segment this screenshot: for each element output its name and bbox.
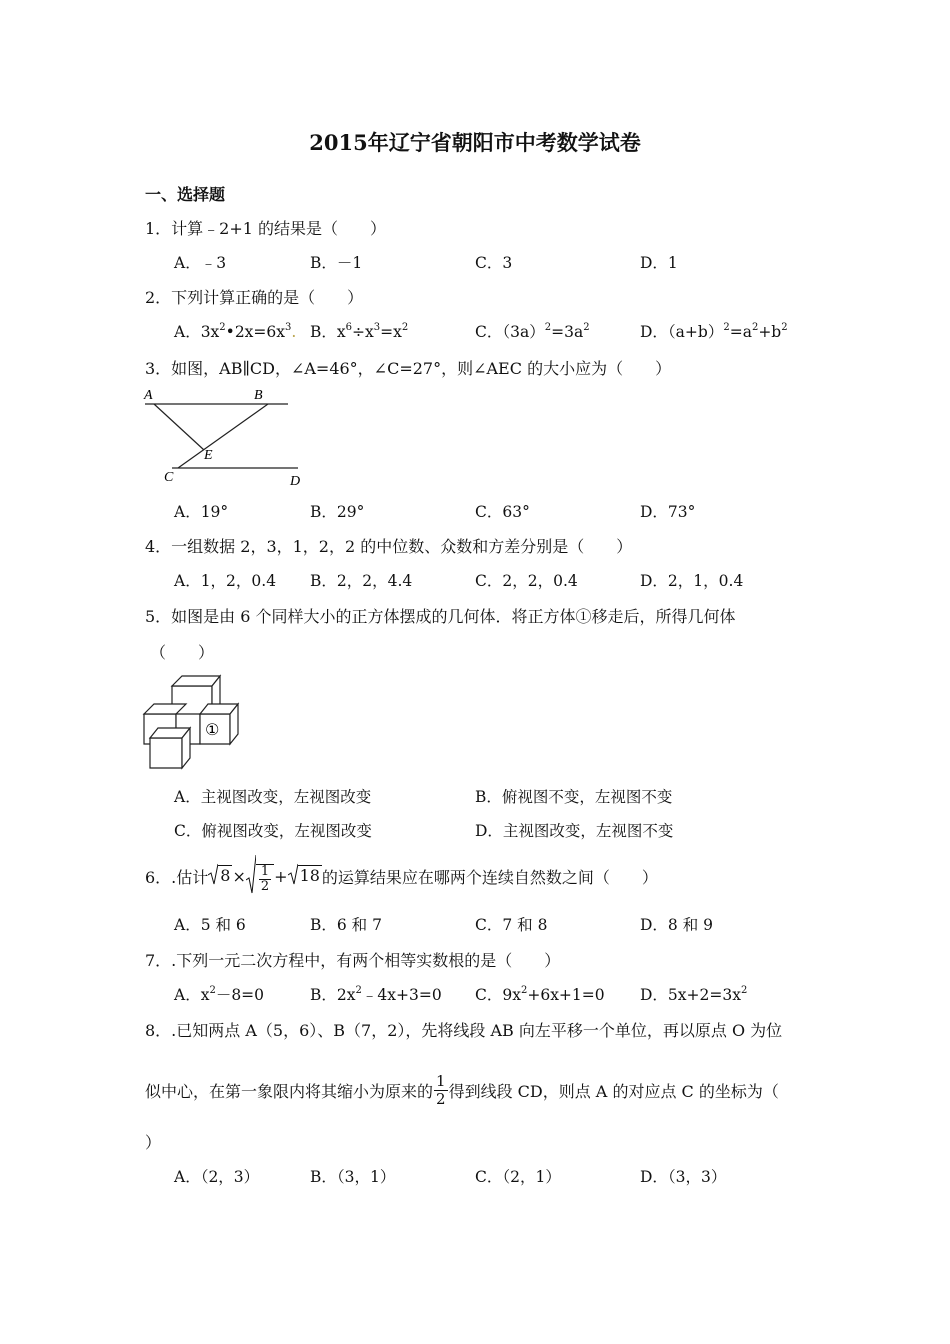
q4-option-b: B．2，2，4.4 [310, 572, 413, 590]
q8-option-b: B．（3，1） [310, 1168, 396, 1186]
question-8-line-3: ） [145, 1133, 162, 1152]
q2-option-d: D．$(a+b)^2=a^2+b^2$ [640, 322, 788, 341]
question-4-stem: 4．一组数据 2，3，1，2，2 的中位数、众数和方差分别是（ ） [145, 537, 633, 556]
q6-option-b: B．6 和 7 [310, 916, 382, 934]
label-b: B [254, 388, 263, 403]
question-3-stem: 3．如图，AB∥CD，∠A=46°，∠C=27°，则∠AEC 的大小应为（ ） [145, 359, 672, 378]
q7-option-d: D．$5x+2=3x^2$ [640, 985, 748, 1004]
q1-option-c: C．3 [475, 254, 513, 272]
label-d: D [290, 474, 301, 489]
question-2-stem: 2．下列计算正确的是（ ） [145, 288, 364, 307]
q6-option-c: C．7 和 8 [475, 916, 548, 934]
cube-marker: ① [205, 720, 220, 739]
q7-option-b: B．$2x^2﹣4x+3=0$ [310, 985, 442, 1004]
q3-option-d: D．73° [640, 503, 696, 521]
q5-option-c: C．俯视图改变，左视图改变 [174, 822, 372, 840]
q6-option-d: D．8 和 9 [640, 916, 714, 934]
q5-option-b: B．俯视图不变，左视图不变 [475, 788, 673, 806]
sqrt-half: $\frac{1}{2}$ [246, 854, 274, 898]
q5-option-d: D．主视图改变，左视图不变 [475, 822, 674, 840]
question-5-stem: 5．如图是由 6 个同样大小的正方体摆成的几何体．将正方体①移走后，所得几何体 [145, 607, 736, 626]
question-1-stem: 1．计算﹣2+1 的结果是（ ） [145, 219, 387, 238]
q1-option-d: D．1 [640, 254, 678, 272]
q8-option-d: D．（3，3） [640, 1168, 727, 1186]
question-8-line-2: 似中心，在第一象限内将其缩小为原来的 $\frac{1}{2}$ 得到线段 CD，则点 A 的对应点 C 的坐标为（ [145, 1071, 779, 1108]
q2-option-c: C．$(3a)^2=3a^2$ [475, 322, 590, 341]
q4-option-d: D．2，1，0.4 [640, 572, 744, 590]
q2-option-a: A．$3x^2•2x=6x^3$. [174, 322, 297, 341]
label-e: E [204, 448, 213, 463]
question-7-stem: 7．.下列一元二次方程中，有两个相等实数根的是（ ） [145, 951, 561, 970]
q2-option-b: B．$x^6\div x^3=x^2$ [310, 322, 409, 341]
fraction-half: $\frac{1}{2}$ [436, 1071, 446, 1108]
q7-option-a: A．$x^2-8=0$ [174, 985, 265, 1004]
question-6-stem: 6．.估计 8 × $\frac{1}{2}$ + 18 的运算结果应在哪两个连续自然数之间（ ） [145, 852, 658, 900]
q3-option-c: C．63° [475, 503, 530, 521]
q5-option-a: A．主视图改变，左视图改变 [174, 788, 372, 806]
q4-option-c: C．2，2，0.4 [475, 572, 578, 590]
page-title: 2015年辽宁省朝阳市中考数学试卷 [309, 130, 641, 155]
parallel-lines-figure [140, 383, 320, 493]
question-5-stem-cont: （ ） [150, 643, 215, 662]
q4-option-a: A．1，2，0.4 [174, 572, 277, 590]
label-a: A [144, 388, 153, 403]
cubes-figure [140, 672, 245, 774]
q8-option-a: A．（2，3） [174, 1168, 260, 1186]
section-heading: 一、选择题 [145, 185, 226, 204]
sqrt-8: 8 [208, 863, 232, 889]
q6-option-a: A．5 和 6 [174, 916, 246, 934]
q1-option-a: A．﹣3 [174, 254, 227, 272]
label-c: C [164, 470, 174, 485]
q8-option-c: C．（2，1） [475, 1168, 561, 1186]
q3-option-a: A．19° [174, 503, 229, 521]
q1-option-b: B．－1 [310, 254, 363, 272]
question-8-line-1: 8．.已知两点 A（5，6）、B（7，2），先将线段 AB 向左平移一个单位，再以原点 O 为位 [145, 1021, 783, 1040]
q7-option-c: C．$9x^2+6x+1=0$ [475, 985, 605, 1004]
sqrt-18: 18 [288, 863, 322, 889]
q3-option-b: B．29° [310, 503, 365, 521]
